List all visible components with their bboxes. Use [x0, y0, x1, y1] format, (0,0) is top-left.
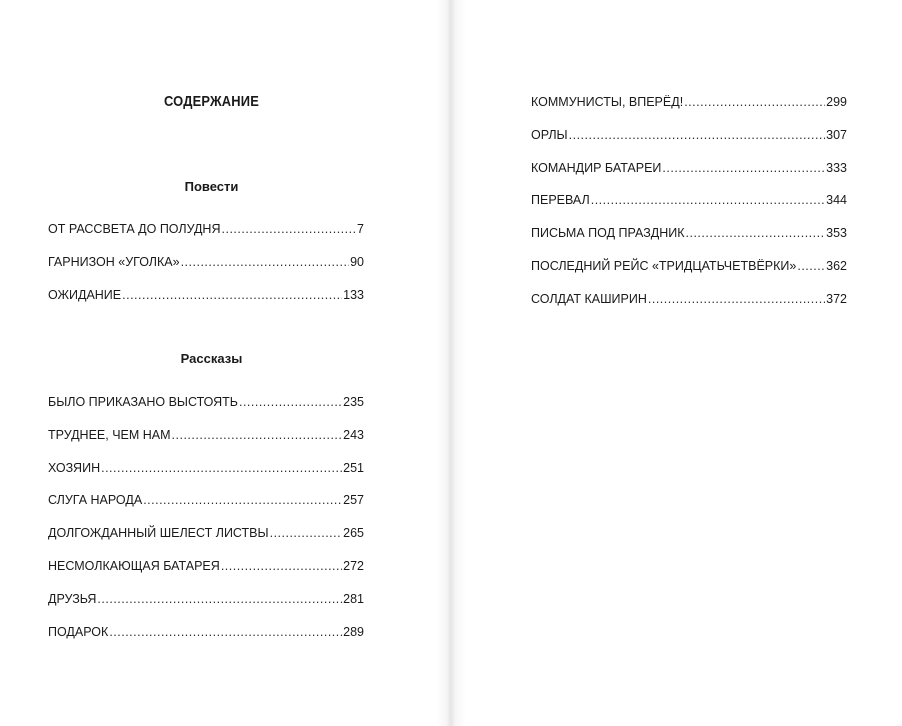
dot-leader — [797, 258, 825, 274]
entry-title: СЛУГА НАРОДА — [48, 493, 143, 508]
contents-title: СОДЕРЖАНИЕ — [164, 93, 259, 110]
dot-leader — [172, 427, 343, 443]
entry-page-number: 243 — [343, 427, 364, 442]
dot-leader — [143, 492, 342, 508]
entry-page-number: 372 — [826, 291, 847, 306]
toc-entry — [531, 258, 847, 291]
right-page — [451, 0, 902, 726]
entry-title: ПОДАРОК — [48, 624, 109, 639]
dot-leader — [591, 192, 825, 208]
toc-entry — [48, 394, 364, 427]
entry-title: БЫЛО ПРИКАЗАНО ВЫСТОЯТЬ — [48, 395, 238, 409]
stories-list-continued — [531, 94, 847, 324]
dot-leader — [239, 394, 342, 410]
entry-page-number: 90 — [350, 254, 364, 269]
toc-entry — [48, 287, 364, 320]
novellas-list — [48, 221, 364, 319]
toc-entry — [531, 192, 847, 225]
entry-title: ОРЛЫ — [531, 127, 568, 142]
entry-page-number: 307 — [826, 127, 847, 142]
toc-entry — [48, 492, 364, 525]
dot-leader — [270, 525, 343, 541]
dot-leader — [101, 460, 342, 476]
entry-page-number: 133 — [343, 287, 364, 302]
toc-entry — [48, 460, 364, 493]
toc-entry — [48, 525, 364, 558]
toc-entry — [48, 427, 364, 460]
entry-title: ПИСЬМА ПОД ПРАЗДНИК — [531, 226, 685, 241]
section-heading-stories: Рассказы — [180, 351, 243, 366]
toc-entry — [531, 94, 847, 127]
dot-leader — [122, 287, 342, 303]
section-heading-novellas: Повести — [184, 179, 239, 194]
entry-title: КОМАНДИР БАТАРЕИ — [531, 160, 662, 175]
dot-leader — [686, 225, 826, 241]
entry-page-number: 265 — [343, 526, 364, 541]
entry-page-number: 362 — [826, 258, 847, 273]
toc-entry — [531, 160, 847, 193]
toc-entry — [48, 254, 364, 287]
entry-page-number: 235 — [343, 395, 364, 409]
entry-page-number: 7 — [357, 222, 364, 236]
entry-title: ХОЗЯИН — [48, 460, 101, 475]
entry-page-number: 251 — [343, 460, 364, 475]
toc-entry — [48, 591, 364, 624]
entry-page-number: 299 — [826, 95, 847, 109]
dot-leader — [648, 291, 825, 307]
toc-entry — [531, 127, 847, 160]
entry-title: ДРУЗЬЯ — [48, 591, 97, 606]
entry-title: ГАРНИЗОН «УГОЛКА» — [48, 254, 180, 269]
dot-leader — [109, 624, 342, 640]
entry-title: НЕСМОЛКАЮЩАЯ БАТАРЕЯ — [48, 558, 220, 573]
dot-leader — [97, 591, 342, 607]
entry-title: ПОСЛЕДНИЙ РЕЙС «ТРИДЦАТЬЧЕТВЁРКИ» — [531, 258, 797, 273]
dot-leader — [181, 254, 350, 270]
dot-leader — [662, 160, 825, 176]
entry-page-number: 289 — [343, 624, 364, 639]
dot-leader — [221, 558, 342, 574]
toc-entry — [531, 225, 847, 258]
entry-title: ПЕРЕВАЛ — [531, 193, 590, 208]
entry-page-number: 344 — [826, 193, 847, 208]
entry-title: ТРУДНЕЕ, ЧЕМ НАМ — [48, 427, 171, 442]
entry-page-number: 257 — [343, 493, 364, 508]
entry-title: КОММУНИСТЫ, ВПЕРЁД! — [531, 95, 684, 109]
entry-page-number: 272 — [343, 558, 364, 573]
entry-title: СОЛДАТ КАШИРИН — [531, 291, 647, 306]
entry-page-number: 333 — [826, 160, 847, 175]
entry-title: ОЖИДАНИЕ — [48, 287, 122, 302]
toc-entry — [531, 291, 847, 324]
toc-entry — [48, 624, 364, 657]
entry-page-number: 281 — [343, 591, 364, 606]
toc-entry — [48, 221, 364, 254]
stories-list — [48, 394, 364, 656]
toc-entry — [48, 558, 364, 591]
entry-page-number: 353 — [826, 226, 847, 241]
dot-leader — [684, 94, 825, 110]
dot-leader — [222, 221, 357, 237]
dot-leader — [569, 127, 826, 143]
entry-title: ОТ РАССВЕТА ДО ПОЛУДНЯ — [48, 222, 221, 236]
entry-title: ДОЛГОЖДАННЫЙ ШЕЛЕСТ ЛИСТВЫ — [48, 526, 269, 541]
